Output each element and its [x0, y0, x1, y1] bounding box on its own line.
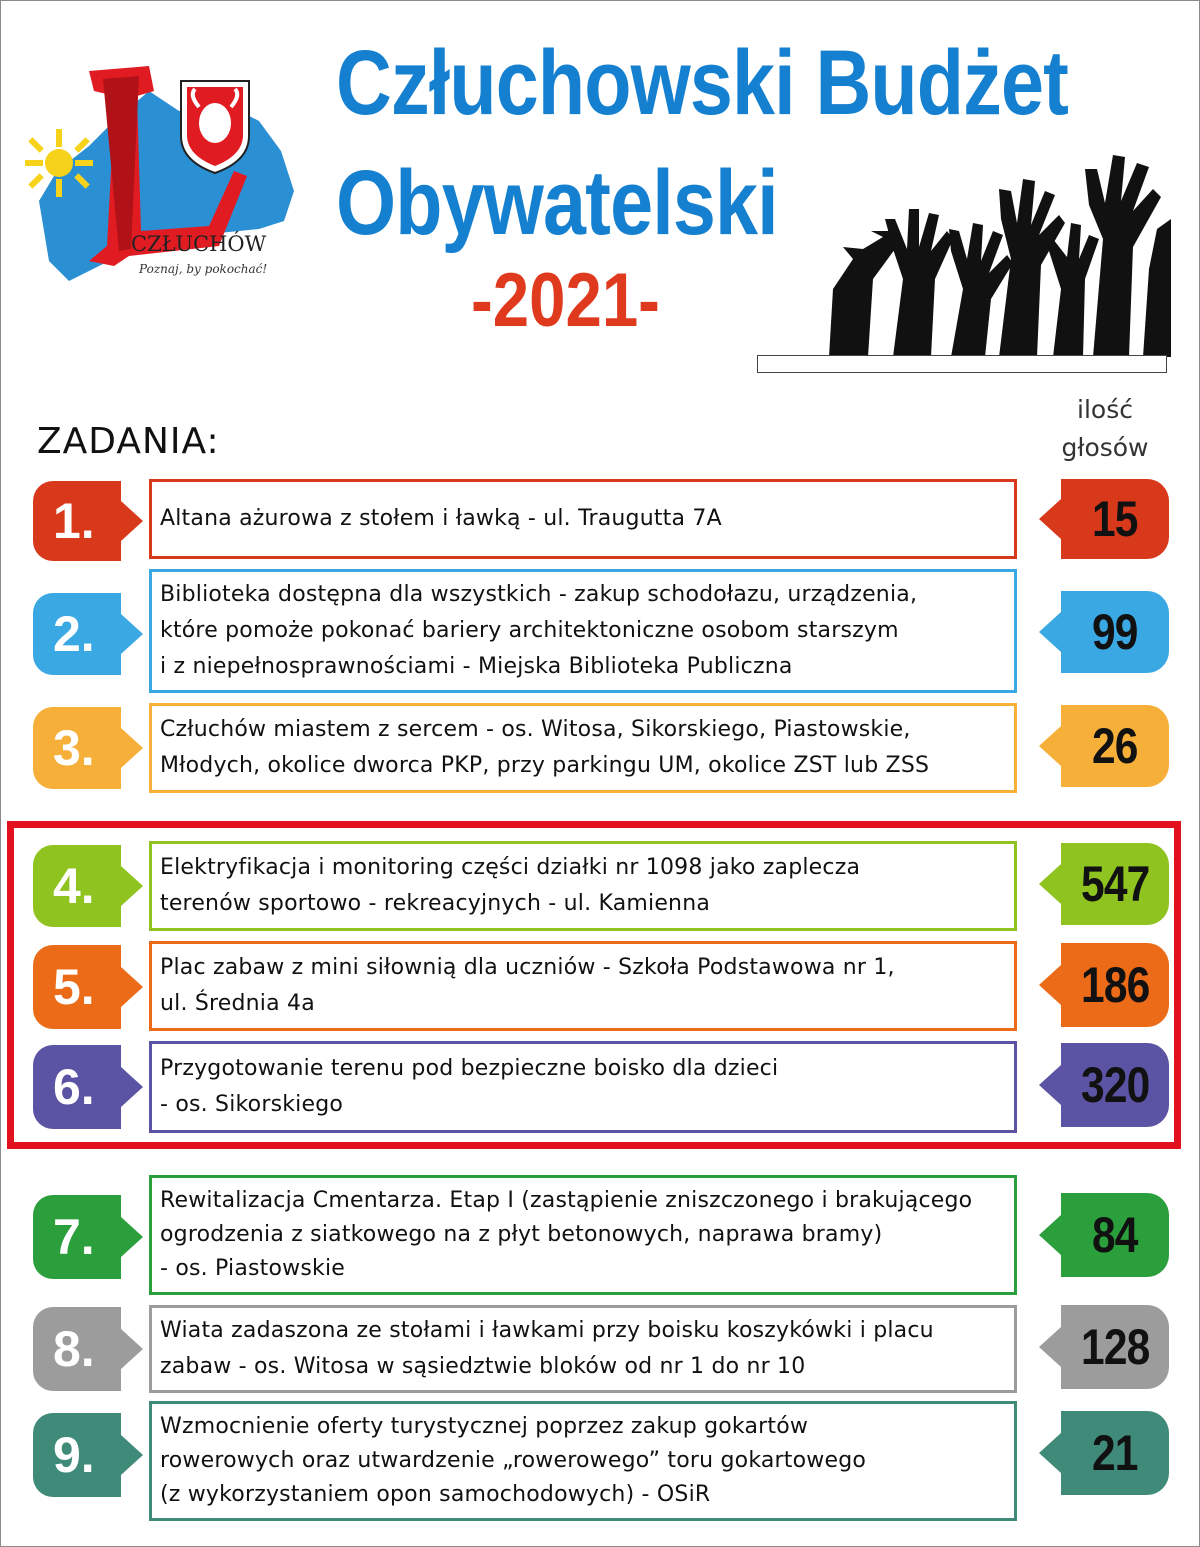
task-number-badge: 4.	[33, 845, 121, 927]
vote-count-badge: 15	[1061, 479, 1169, 559]
vote-count-badge: 320	[1061, 1043, 1169, 1127]
votes-header-line-1: ilość	[1077, 395, 1133, 424]
task-description-box	[149, 569, 1017, 693]
vote-count-badge: 84	[1061, 1193, 1169, 1277]
hands-stand	[757, 355, 1167, 373]
year-label: -2021-	[471, 258, 660, 343]
czluchow-logo	[19, 51, 309, 296]
task-description-box	[149, 1175, 1017, 1295]
vote-count-badge: 21	[1061, 1411, 1169, 1495]
task-description-box	[149, 479, 1017, 559]
task-description-box	[149, 1041, 1017, 1133]
task-description: Wzmocnienie oferty turystycznej poprzez zakup gokartów rowerowych oraz utwardzenie „rowerowego” toru gokartowego (z wykorzystaniem opon samochodowych) - OSiR	[160, 1414, 867, 1507]
vote-count-badge: 547	[1061, 843, 1169, 925]
task-description: Elektryfikacja i monitoring części działki nr 1098 jako zaplecza terenów sportowo - rekreacyjnych - ul. Kamienna	[160, 855, 861, 916]
task-number-badge: 9.	[33, 1413, 121, 1497]
task-description: Przygotowanie terenu pod bezpieczne boisko dla dzieci - os. Sikorskiego	[160, 1056, 779, 1117]
vote-count-badge: 186	[1061, 943, 1169, 1027]
raised-hands-icon	[823, 139, 1171, 357]
task-description-box	[149, 841, 1017, 931]
task-description: Altana ażurowa z stołem i ławką - ul. Traugutta 7A	[160, 506, 722, 531]
title-line-2: Obywatelski	[336, 152, 778, 254]
task-description: Biblioteka dostępna dla wszystkich - zakup schodołazu, urządzenia, które pomoże pokonać bariery architektoniczne osobom starszym i z niepełnosprawnościami - Miejska Biblioteka Publiczna	[160, 582, 918, 679]
task-description: Plac zabaw z mini siłownią dla uczniów - Szkoła Podstawowa nr 1, ul. Średnia 4a	[160, 955, 895, 1016]
task-description: Wiata zadaszona ze stołami i ławkami przy boisku koszykówki i placu zabaw - os. Witosa w sąsiedztwie bloków od nr 1 do nr 10	[160, 1318, 934, 1379]
vote-count-badge: 128	[1061, 1305, 1169, 1389]
task-number-badge: 8.	[33, 1307, 121, 1391]
votes-column-header	[1045, 391, 1165, 467]
task-number-badge: 1.	[33, 481, 121, 561]
task-description: Człuchów miastem z sercem - os. Witosa, Sikorskiego, Piastowskie, Młodych, okolice dworca PKP, przy parkingu UM, okolice ZST lub ZSS	[160, 717, 930, 778]
votes-header-line-2: głosów	[1061, 433, 1149, 462]
task-description: Rewitalizacja Cmentarza. Etap I (zastąpienie zniszczonego i brakującego ogrodzenia z siatkowego na z płyt betonowych, naprawa bramy) - os. Piastowskie	[160, 1188, 973, 1281]
task-description-box	[149, 941, 1017, 1031]
tagline: Poznaj, by pokochać!	[139, 262, 268, 276]
task-number-badge: 2.	[33, 593, 121, 675]
task-number-badge: 5.	[33, 945, 121, 1029]
vote-count-badge: 26	[1061, 705, 1169, 787]
title-line-1: Człuchowski Budżet	[336, 32, 1068, 134]
vote-count-badge: 99	[1061, 591, 1169, 673]
tasks-heading: ZADANIA:	[37, 421, 220, 462]
task-description-box	[149, 703, 1017, 793]
task-number-badge: 7.	[33, 1195, 121, 1279]
task-number-badge: 6.	[33, 1045, 121, 1129]
task-description-box	[149, 1401, 1017, 1521]
task-description-box	[149, 1305, 1017, 1393]
coat-of-arms-icon	[181, 81, 249, 173]
town-name: CZŁUCHÓW	[131, 232, 267, 256]
task-number-badge: 3.	[33, 707, 121, 789]
